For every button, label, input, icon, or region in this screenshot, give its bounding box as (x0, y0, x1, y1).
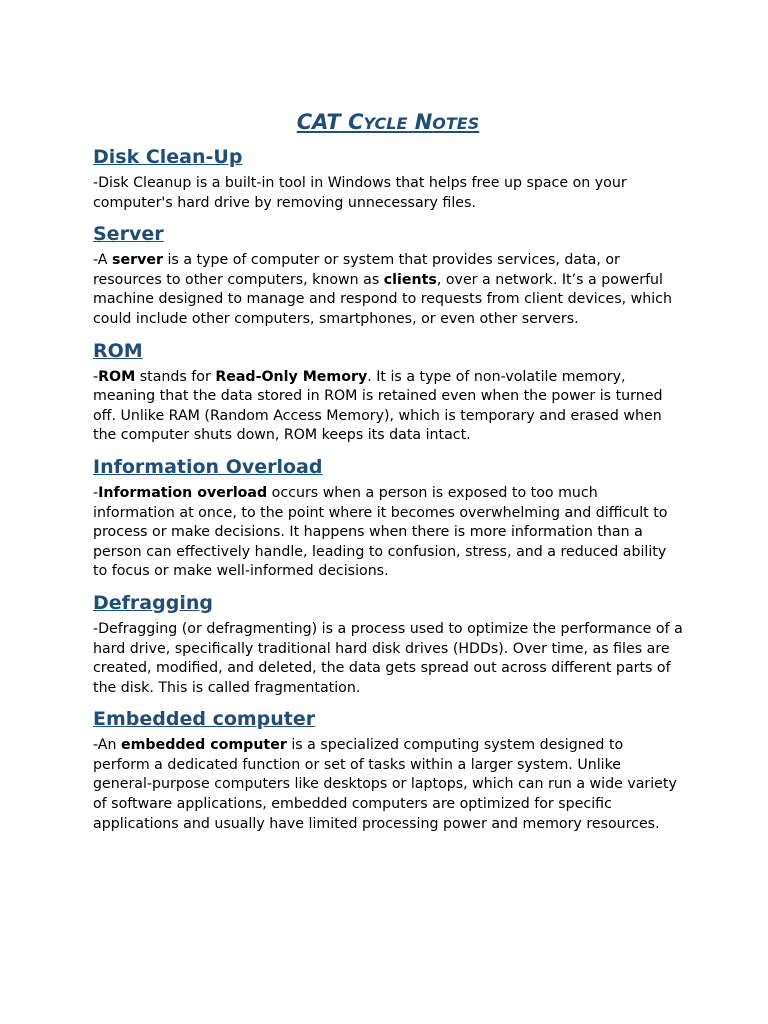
body-text: - (93, 484, 99, 501)
title-word-cat: CAT (296, 110, 341, 134)
section-body: -Defragging (or defragmenting) is a process used to optimize the performance of a hard drive, specifically traditional hard disk drives (HDDs). Over time, as files are created, modified, and deleted, the data gets spread out across different parts of the disk. This is called fragmentation. (93, 620, 683, 696)
section-embedded-computer (93, 706, 683, 834)
bold-term: embedded computer (121, 737, 287, 754)
bold-term: clients (383, 271, 437, 288)
section-heading: ROM (93, 339, 143, 362)
section-heading: Disk Clean-Up (93, 146, 243, 168)
bold-term: Read-Only Memory (215, 368, 368, 385)
section-information-overload (93, 454, 683, 582)
section-body (93, 251, 683, 329)
document-page (93, 108, 683, 842)
title-word-notes-initial: N (414, 110, 433, 134)
bold-term: ROM (98, 368, 136, 385)
title-word-notes-rest: OTES (432, 114, 480, 133)
section-heading: Embedded computer (93, 708, 316, 731)
section-disk-clean-up (93, 144, 683, 213)
section-body (93, 484, 683, 582)
section-body (93, 368, 683, 446)
body-text: - (93, 368, 99, 385)
section-heading: Information Overload (93, 455, 323, 478)
document-title (93, 108, 683, 138)
bold-term: Information overload (98, 484, 268, 501)
title-word-cycle-rest: YCLE (363, 114, 408, 133)
section-heading: Server (93, 223, 164, 246)
body-text: occurs when a person is exposed to too much information at once, to the point where it becomes overwhelming and difficult to process or make decisions. It happens when there is more information than a person can effectively handle, leading to confusion, stress, and a reduced ability to focus or make well-informed decisions. (93, 484, 668, 580)
title-word-cycle-initial: C (348, 110, 364, 134)
body-text: . It is a type of non-volatile memory, meaning that the data stored in ROM is retained even when the power is turned off. Unlike RAM (Random Access Memory), which is temporary and erased when the computer shuts down, ROM keeps its data intact. (93, 368, 663, 444)
body-text: is a specialized computing system designed to perform a dedicated function or set of tasks within a larger system. Unlike general-purpose computers like desktops or laptops, which can run a wide variety of software applications, embedded computers are optimized for specific applications and usually have limited processing power and memory resources. (93, 737, 677, 832)
section-server (93, 221, 683, 329)
bold-term: server (112, 252, 163, 269)
body-text: is a type of computer or system that provides services, data, or resources to other computers, known as (93, 252, 620, 288)
section-defragging (93, 590, 683, 698)
body-text: , over a network. It’s a powerful machine designed to manage and respond to requests from client devices, which could include other computers, smartphones, or even other servers. (93, 271, 672, 327)
section-rom (93, 338, 683, 446)
section-body: -Disk Cleanup is a built-in tool in Windows that helps free up space on your computer's hard drive by removing unnecessary files. (93, 175, 627, 211)
body-text: stands for (135, 368, 216, 385)
section-heading: Defragging (93, 591, 213, 614)
body-text: -An (93, 737, 122, 754)
section-body (93, 736, 683, 834)
body-text: -A (93, 252, 113, 269)
